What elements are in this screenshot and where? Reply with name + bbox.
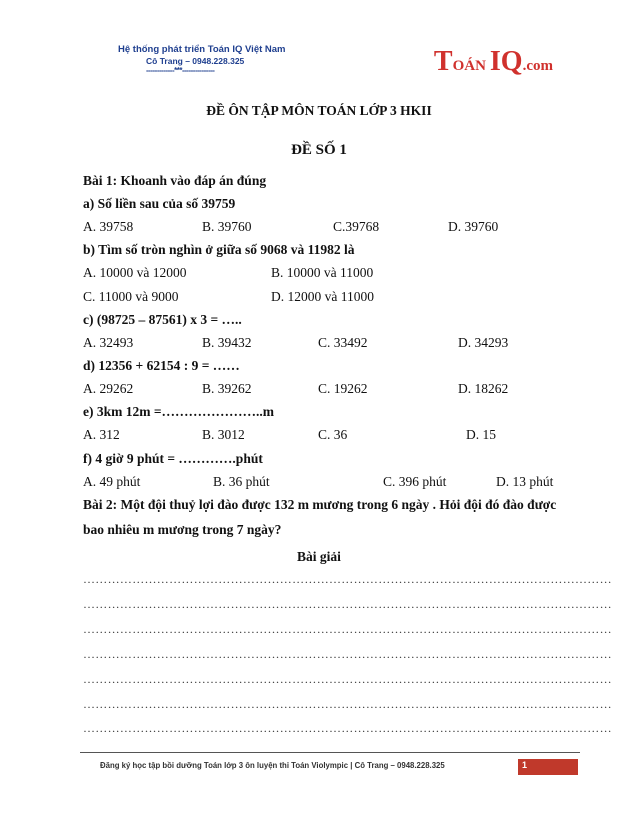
logo-com: .com <box>522 58 553 74</box>
header-organization: Hệ thống phát triển Toán IQ Việt Nam <box>118 44 286 55</box>
qe-option-c: C. 36 <box>318 427 348 442</box>
qa-option-c: C.39768 <box>333 219 380 234</box>
qd-option-c: C. 19262 <box>318 381 368 396</box>
bai1-heading: Bài 1: Khoanh vào đáp án đúng <box>83 173 267 188</box>
question-a: a) Số liền sau của số 39759 <box>83 196 236 211</box>
header-contact: Cô Trang – 0948.228.325 <box>146 56 245 66</box>
footer-text: Đăng ký học tập bồi dưỡng Toán lớp 3 ôn luyện thi Toán Violympic | Cô Trang – 0948.228.325 <box>100 761 445 770</box>
answer-line: ………………………………………………………………………………………………………………… <box>83 622 612 636</box>
qf-option-c: C. 396 phút <box>383 474 447 489</box>
question-f: f) 4 giờ 9 phút = ………….phút <box>83 451 263 466</box>
question-b: b) Tìm số tròn nghìn ở giữa số 9068 và 11982 là <box>83 242 355 257</box>
qc-option-c: C. 33492 <box>318 335 368 350</box>
qc-option-b: B. 39432 <box>202 335 252 350</box>
answer-line: ………………………………………………………………………………………………………………… <box>83 697 612 711</box>
qb-option-c: C. 11000 và 9000 <box>83 289 179 304</box>
page-title: ĐỀ ÔN TẬP MÔN TOÁN LỚP 3 HKII <box>206 103 432 118</box>
qe-option-b: B. 3012 <box>202 427 245 442</box>
qc-option-a: A. 32493 <box>83 335 134 350</box>
answer-line: ………………………………………………………………………………………………………………… <box>83 597 612 611</box>
qa-option-a: A. 39758 <box>83 219 134 234</box>
question-d: d) 12356 + 62154 : 9 = …… <box>83 358 240 373</box>
toaniq-logo <box>434 46 553 78</box>
bai2-problem-line2: bao nhiêu m mương trong 7 ngày? <box>83 522 282 537</box>
qa-option-b: B. 39760 <box>202 219 252 234</box>
qe-option-a: A. 312 <box>83 427 120 442</box>
answer-line: ………………………………………………………………………………………………………………… <box>83 647 612 661</box>
logo-letter-t: T <box>433 46 453 77</box>
qa-option-d: D. 39760 <box>448 219 499 234</box>
logo-iq: IQ <box>489 46 523 77</box>
question-e: e) 3km 12m =…………………..m <box>83 404 275 419</box>
footer-rule <box>80 752 580 753</box>
header-divider: -------------***--------------- <box>146 66 215 75</box>
qc-option-d: D. 34293 <box>458 335 509 350</box>
question-c: c) (98725 – 87561) x 3 = ….. <box>83 312 242 327</box>
qb-option-d: D. 12000 và 11000 <box>271 289 374 304</box>
qb-option-a: A. 10000 và 12000 <box>83 265 187 280</box>
qd-option-b: B. 39262 <box>202 381 252 396</box>
bai2-problem-line1: Bài 2: Một đội thuỷ lợi đào được 132 m mương trong 6 ngày . Hỏi đội đó đào được <box>83 497 557 512</box>
qf-option-b: B. 36 phút <box>213 474 270 489</box>
exam-number: ĐỀ SỐ 1 <box>291 142 347 158</box>
answer-line: ………………………………………………………………………………………………………………… <box>83 572 612 586</box>
answer-line: ………………………………………………………………………………………………………………… <box>83 721 612 735</box>
logo-oan: OÁN <box>452 58 486 74</box>
qb-option-b: B. 10000 và 11000 <box>271 265 374 280</box>
solution-heading: Bài giải <box>297 549 341 564</box>
qf-option-d: D. 13 phút <box>496 474 554 489</box>
qd-option-a: A. 29262 <box>83 381 134 396</box>
answer-line: ………………………………………………………………………………………………………………… <box>83 672 612 686</box>
qe-option-d: D. 15 <box>466 427 496 442</box>
qd-option-d: D. 18262 <box>458 381 509 396</box>
page-number: 1 <box>522 760 528 770</box>
qf-option-a: A. 49 phút <box>83 474 141 489</box>
